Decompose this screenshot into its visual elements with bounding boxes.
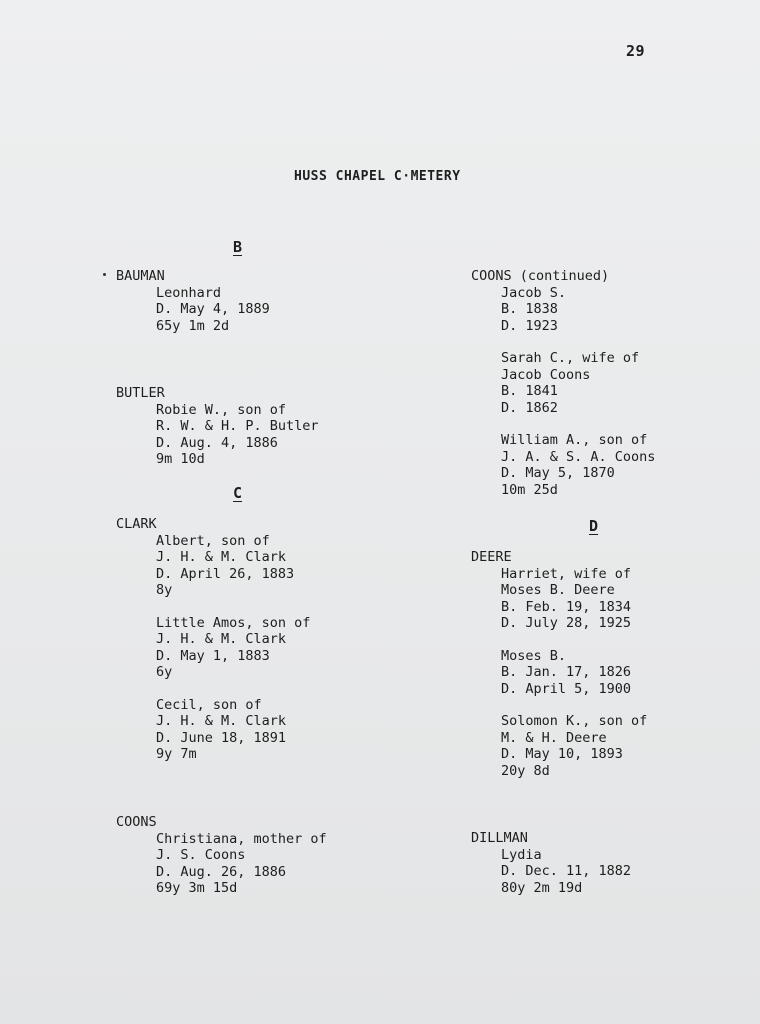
entry-line: J. S. Coons — [156, 847, 246, 863]
entry-line: Sarah C., wife of — [501, 350, 640, 366]
surname: BUTLER — [116, 385, 165, 401]
entry-line: William A., son of — [501, 432, 648, 448]
entry-line: B. Jan. 17, 1826 — [501, 664, 632, 680]
entry-line: D. April 26, 1883 — [156, 565, 295, 582]
entry-deere — [471, 549, 647, 779]
entry-line: 20y 8d — [501, 762, 550, 779]
entry-coons — [116, 814, 327, 897]
surname: CLARK — [116, 516, 157, 532]
entry-line: Solomon K., son of — [501, 713, 648, 729]
section-letter-c: C — [233, 484, 243, 502]
entry-line: Jacob S. — [501, 284, 567, 301]
entry-line: D. May 1, 1883 — [156, 647, 270, 664]
entry-line: D. May 4, 1889 — [156, 301, 270, 317]
page-title: HUSS CHAPEL C·METERY — [294, 169, 461, 184]
entry-line: 80y 2m 19d — [501, 879, 583, 896]
entry-line: Robie W., son of — [156, 401, 287, 418]
entry-line: D. May 10, 1893 — [501, 746, 623, 762]
entry-line: D. May 5, 1870 — [501, 465, 615, 481]
entry-line: B. Feb. 19, 1834 — [501, 598, 632, 615]
entry-line: J. A. & S. A. Coons — [501, 448, 656, 465]
entry-line: Little Amos, son of — [156, 614, 311, 631]
entry-line: 8y — [156, 582, 173, 598]
entry-line: Albert, son of — [156, 532, 270, 549]
entry-line: 9y 7m — [156, 746, 197, 762]
section-letter-b: B — [233, 238, 243, 256]
entry-line: 65y 1m 2d — [156, 317, 230, 334]
section-letter-d: D — [589, 517, 599, 535]
surname: COONS (continued) — [471, 268, 610, 284]
entry-dillman — [471, 830, 631, 896]
entry-line: B. 1838 — [501, 301, 558, 317]
surname: BAUMAN — [116, 268, 165, 284]
entry-line: Moses B. — [501, 647, 567, 664]
entry-line: R. W. & H. P. Butler — [156, 418, 319, 434]
surname: DILLMAN — [471, 830, 528, 846]
entry-line: Christiana, mother of — [156, 830, 327, 847]
entry-line: Moses B. Deere — [501, 582, 615, 598]
entry-line: D. July 28, 1925 — [501, 615, 632, 631]
entry-line: Jacob Coons — [501, 366, 591, 383]
entry-line: D. April 5, 1900 — [501, 680, 632, 697]
entry-line: D. June 18, 1891 — [156, 729, 287, 746]
stray-mark — [103, 273, 106, 276]
entry-clark — [116, 516, 310, 763]
entry-line: 9m 10d — [156, 451, 205, 467]
entry-butler — [116, 385, 319, 468]
entry-line: D. 1923 — [501, 317, 558, 334]
entry-line: D. 1862 — [501, 399, 558, 416]
entry-line: B. 1841 — [501, 383, 558, 399]
entry-bauman — [116, 268, 270, 334]
entry-line: J. H. & M. Clark — [156, 549, 287, 565]
entry-line: 69y 3m 15d — [156, 880, 238, 896]
entry-line: D. Aug. 4, 1886 — [156, 434, 278, 451]
entry-line: Cecil, son of — [156, 696, 262, 713]
entry-line: Lydia — [501, 846, 542, 863]
entry-line: M. & H. Deere — [501, 729, 607, 746]
entry-line: Harriet, wife of — [501, 565, 632, 582]
surname: COONS — [116, 814, 157, 830]
entry-line: D. Dec. 11, 1882 — [501, 863, 632, 879]
entry-line: D. Aug. 26, 1886 — [156, 863, 287, 880]
page-number: 29 — [626, 42, 646, 60]
entry-line: J. H. & M. Clark — [156, 713, 287, 729]
surname: DEERE — [471, 549, 512, 565]
entry-line: J. H. & M. Clark — [156, 631, 287, 647]
entry-line: Leonhard — [156, 284, 222, 301]
entry-line: 6y — [156, 664, 173, 680]
entry-line: 10m 25d — [501, 481, 558, 498]
entry-coons-continued — [471, 268, 655, 498]
